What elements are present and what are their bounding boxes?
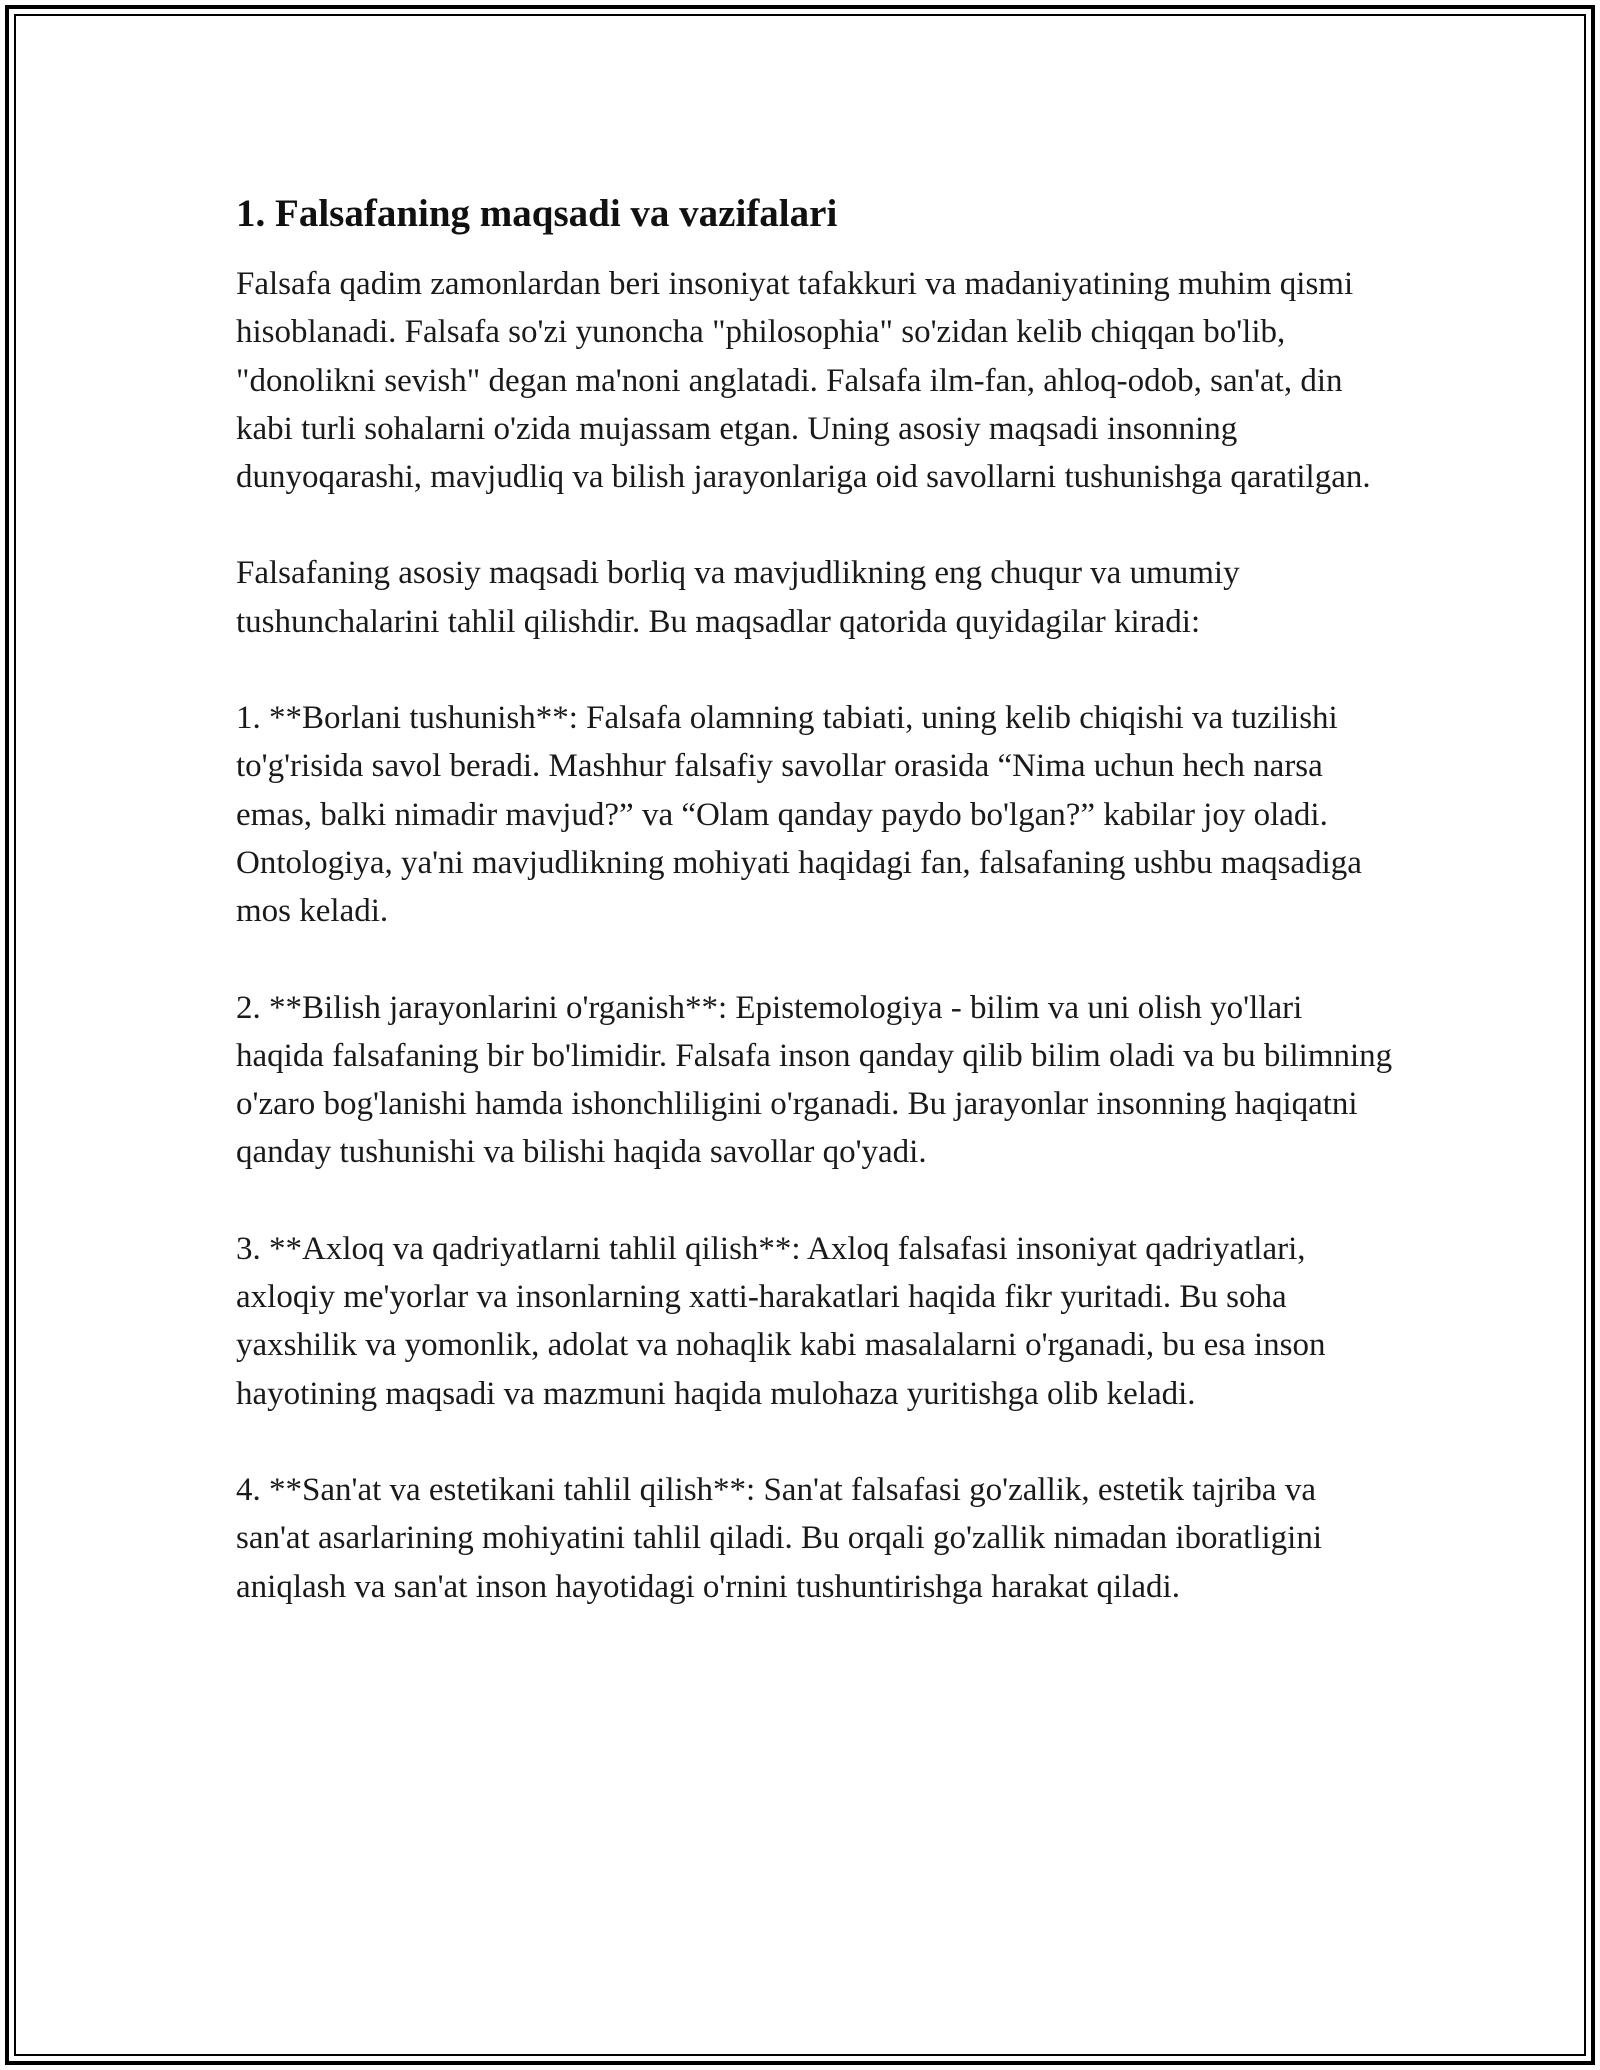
section-title: 1. Falsafaning maqsadi va vazifalari <box>236 192 838 235</box>
paragraph-item-1: 1. **Borlani tushunish**: Falsafa olamning tabiati, uning kelib chiqishi va tuzilishi to'g'risida savol beradi. Mashhur falsafiy savollar orasida “Nima uchun hech narsa emas, balki nimadir mavjud?” va “Olam qanday paydo bo'lgan?” kabilar joy oladi. Ontologiya, ya'ni mavjudlikning mohiyati haqidagi fan, falsafaning ushbu maqsadiga mos keladi. <box>236 700 1362 930</box>
paragraph-item-2: 2. **Bilish jarayonlarini o'rganish**: Epistemologiya - bilim va uni olish yo'llari haqida falsafaning bir bo'limidir. Falsafa inson qanday qilib bilim oladi va bu bilimning o'zaro bog'lanishi hamda ishonchliligini o'rganadi. Bu jarayonlar insonning haqiqatni qanday tushunishi va bilishi haqida savollar qo'yadi. <box>236 989 1393 1171</box>
paragraph-item-3: 3. **Axloq va qadriyatlarni tahlil qilish**: Axloq falsafasi insoniyat qadriyatlari, axloqiy me'yorlar va insonlarning xatti-harakatlari haqida fikr yuritadi. Bu soha yaxshilik va yomonlik, adolat va nohaqlik kabi masalalarni o'rganadi, bu esa inson hayotining maqsadi va mazmuni haqida mulohaza yuritishga olib keladi. <box>236 1230 1326 1412</box>
paragraph-intro: Falsafa qadim zamonlardan beri insoniyat tafakkuri va madaniyatining muhim qismi hisoblanadi. Falsafa so'zi yunoncha "philosophia" so'zidan kelib chiqqan bo'lib, "donolikni sevish" degan ma'noni anglatadi. Falsafa ilm-fan, ahloq-odob, san'at, din kabi turli sohalarni o'zida mujassam etgan. Uning asosiy maqsadi insonning dunyoqarashi, mavjudliq va bilish jarayonlariga oid savollarni tushunishga qaratilgan. <box>236 266 1371 496</box>
document-body <box>236 188 1396 1659</box>
paragraph-goals: Falsafaning asosiy maqsadi borliq va mavjudlikning eng chuqur va umumiy tushunchalarini tahlil qilishdir. Bu maqsadlar qatorida quyidagilar kiradi: <box>236 555 1240 640</box>
paragraph-item-4: 4. **San'at va estetikani tahlil qilish**: San'at falsafasi go'zallik, estetik tajriba va san'at asarlarining mohiyatini tahlil qiladi. Bu orqali go'zallik nimadan iboratligini aniqlash va san'at inson hayotidagi o'rnini tushuntirishga harakat qiladi. <box>236 1471 1322 1605</box>
